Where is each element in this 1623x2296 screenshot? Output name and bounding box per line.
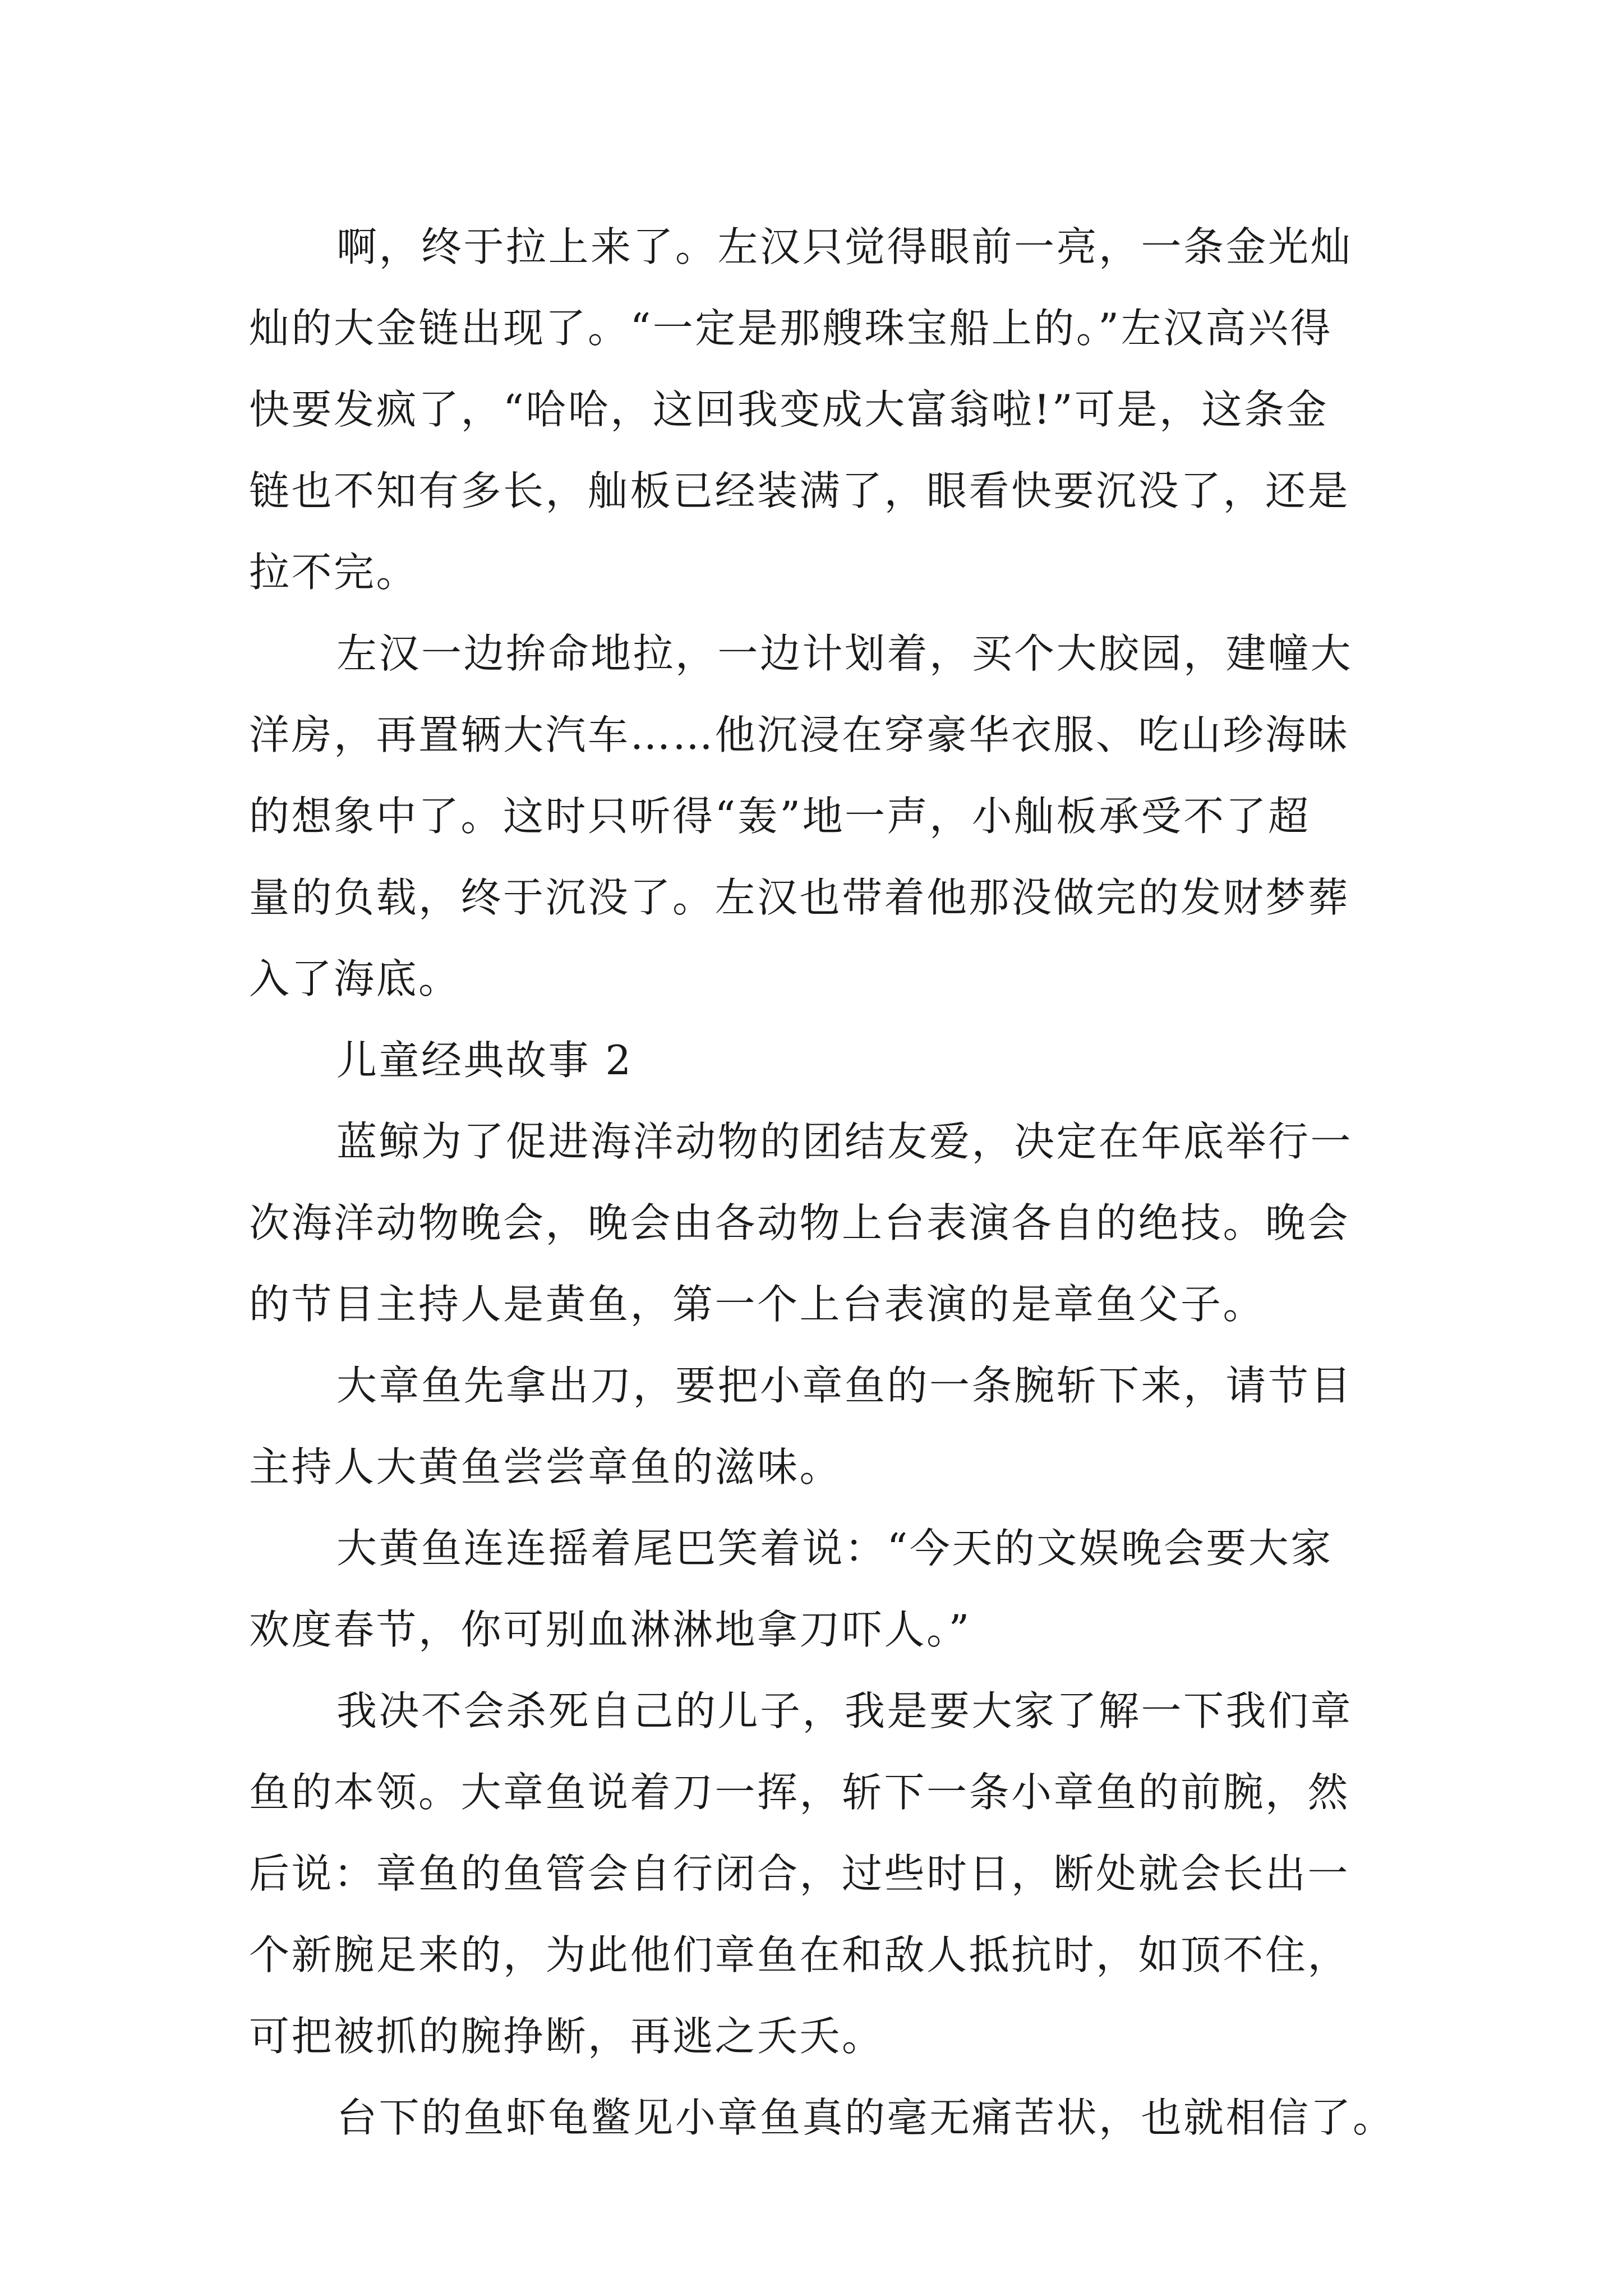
text-line: 主持人大黄鱼尝尝章鱼的滋味。 [249,1443,842,1490]
text-line: 蓝鲸为了促进海洋动物的团结友爱，决定在年底举行一 [336,1118,1353,1165]
text-line: 欢度春节，你可别血淋淋地拿刀吓人。” [249,1606,971,1653]
section-heading: 儿童经典故事 2 [336,1037,633,1084]
text-line: 个新腕足来的，为此他们章鱼在和敌人抵抗时，如顶不住， [249,1931,1350,1978]
text-line: 链也不知有多长，舢板已经装满了，眼看快要沉没了，还是 [249,467,1350,514]
text-line: 入了海底。 [249,955,461,1002]
text-line: 快要发疯了，“哈哈，这回我变成大富翁啦!”可是，这条金 [249,386,1329,433]
text-line: 啊，终于拉上来了。左汉只觉得眼前一亮，一条金光灿 [336,223,1353,270]
text-line: 台下的鱼虾龟鳖见小章鱼真的毫无痛苦状，也就相信了。 [336,2094,1395,2141]
text-line: 拉不完。 [249,549,419,596]
text-line: 次海洋动物晚会，晚会由各动物上台表演各自的绝技。晚会 [249,1199,1350,1246]
text-line: 灿的大金链出现了。“一定是那艘珠宝船上的。”左汉高兴得 [249,305,1333,352]
text-line: 我决不会杀死自己的儿子，我是要大家了解一下我们章 [336,1687,1353,1734]
text-line: 可把被抓的腕挣断，再逃之夭夭。 [249,2013,884,2060]
text-line: 量的负载，终于沉没了。左汉也带着他那没做完的发财梦葬 [249,874,1350,921]
text-line: 的节目主持人是黄鱼，第一个上台表演的是章鱼父子。 [249,1281,1266,1328]
text-line: 大章鱼先拿出刀，要把小章鱼的一条腕斩下来，请节目 [336,1362,1353,1409]
text-line: 后说：章鱼的鱼管会自行闭合，过些时日，断处就会长出一 [249,1850,1350,1897]
text-line: 鱼的本领。大章鱼说着刀一挥，斩下一条小章鱼的前腕，然 [249,1769,1350,1816]
text-line: 大黄鱼连连摇着尾巴笑着说：“今天的文娱晚会要大家 [336,1525,1333,1572]
text-line: 洋房，再置辆大汽车……他沉浸在穿豪华衣服、吃山珍海昧 [249,711,1350,758]
text-line: 的想象中了。这时只听得“轰”地一声，小舢板承受不了超 [249,793,1311,840]
text-line: 左汉一边拚命地拉，一边计划着，买个大胶园，建幢大 [336,630,1353,677]
